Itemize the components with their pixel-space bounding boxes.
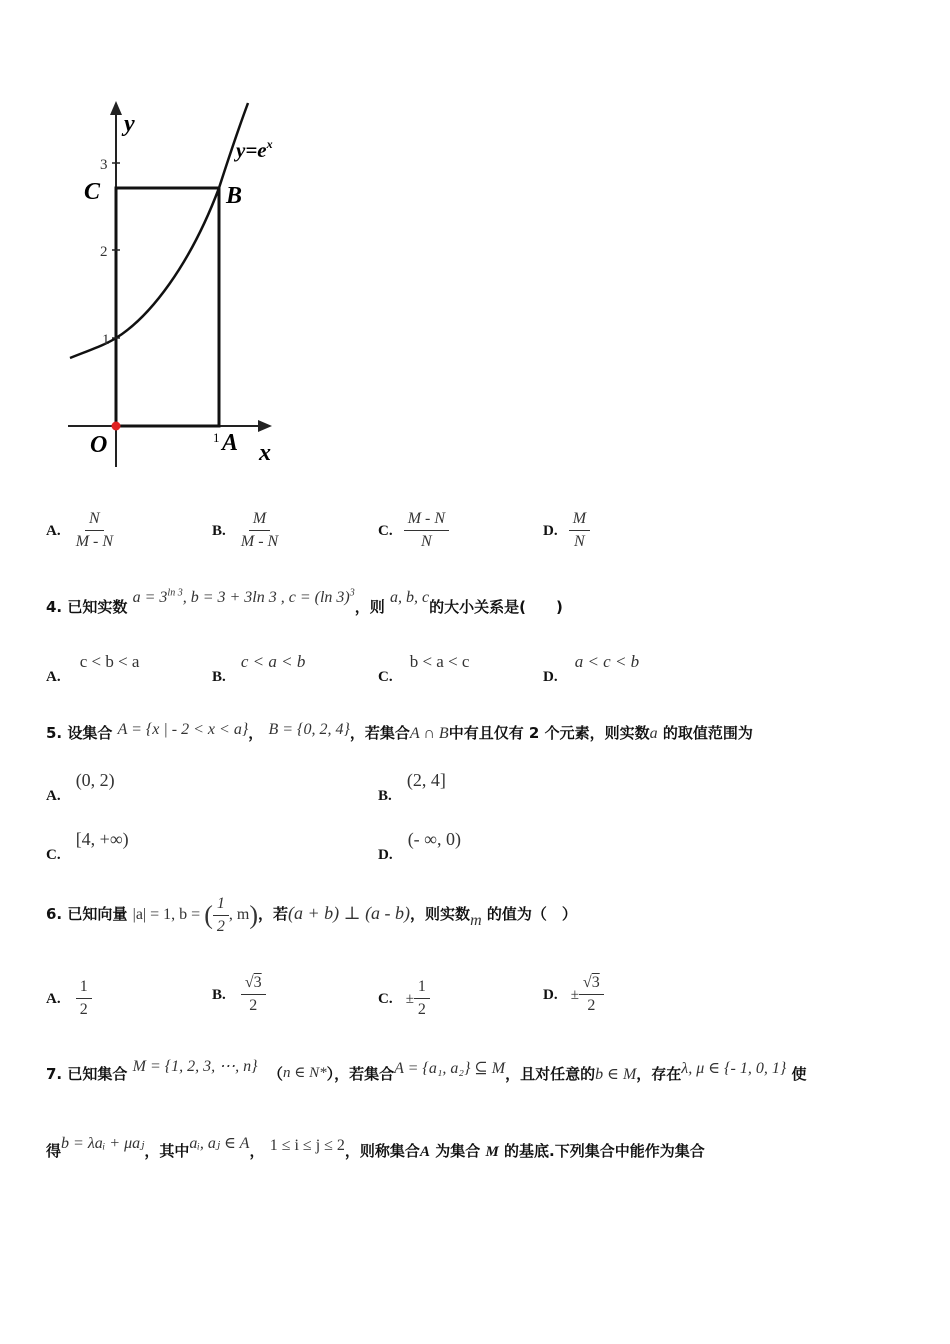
question-7-line-2: 得b = λaᵢ + μaⱼ，其中aᵢ, aⱼ ∈ A， 1 ≤ i ≤ j ≤ 2，则称集合A 为集合 M 的基底.下列集合中能作为集合 [46,1135,705,1160]
point-label-a: A [222,430,239,456]
question-5: 5. 设集合 A = {x | - 2 < x < a}， B = {0, 2, 4}，若集合A ∩ B中有且仅有 2 个元素，则实数a 的取值范围为 [46,721,753,742]
x-tick-1: 1 [213,430,220,445]
option-label: C. [378,523,393,539]
q6-option-c[interactable]: C. ± $\frac{1}{2}$ [378,978,430,1019]
q6-option-b[interactable]: B. $\frac{√3}{2}$ [212,974,266,1015]
option-label: B. [212,523,226,539]
question-7-line-1: 7. 已知集合 M = {1, 2, 3, ⋯, n} （n ∈ N*），若集合A = {a₁, a₂} ⊆ M，且对任意的b ∈ M，存在λ, μ ∈ {- 1, 0, 1} 使 [46,1058,807,1083]
y-tick-2: 2 [100,244,108,260]
q4-option-c[interactable]: C. b < a < c [378,652,470,685]
q5-option-c[interactable]: C. [4, +∞) [46,829,129,863]
exp-curve [70,103,248,358]
point-label-o: O [90,432,108,458]
y-tick-3: 3 [100,157,108,173]
graph-figure [60,95,310,475]
q5-option-d[interactable]: D. (- ∞, 0) [378,829,462,863]
point-label-c: C [84,179,101,205]
q3-option-a[interactable]: A. $\frac{N}{M - N}$ [46,510,114,550]
curve-label: $y=e^x$ [236,137,273,162]
q5-option-a[interactable]: A. (0, 2) [46,770,115,804]
q6-option-d[interactable]: D. ± $\frac{√3}{2}$ [543,974,604,1015]
q4-option-d[interactable]: D. a < c < b [543,652,640,685]
origin-point [112,422,121,431]
q4-option-b[interactable]: B. c < a < b [212,652,306,685]
question-6: 6. 已知向量 |a| = 1, b = ( $\frac{1}{2}$ , m)，若(a + b) ⊥ (a - b)，则实数m 的值为（ ） [46,895,577,935]
option-label: D. [543,523,558,539]
q5-option-b[interactable]: B. (2, 4] [378,770,446,804]
option-label: A. [46,523,61,539]
x-axis-label: x [259,440,271,466]
y-tick-1: 1 [102,332,110,348]
q3-option-b[interactable]: B. $\frac{M}{M - N}$ [212,510,279,550]
x-axis-arrow [258,420,272,432]
q4-option-a[interactable]: A. c < b < a [46,652,140,685]
q3-option-c[interactable]: C. $\frac{M - N}{N}$ [378,510,449,551]
y-axis-label: y [124,111,135,137]
q3-option-d[interactable]: D. $\frac{M}{N}$ [543,510,590,551]
y-axis-arrow [110,101,122,115]
point-label-b: B [226,183,243,209]
question-4: 4. 已知实数 $a = 3^{ln 3}$, b = 3 + 3ln 3 , c = (ln 3)$^3$，则 a, b, c的大小关系是( ) [46,587,563,616]
vector-expr: |a| = 1, b = ( $\frac{1}{2}$ , m) [132,895,258,935]
q6-option-a[interactable]: A. $\frac{1}{2}$ [46,978,92,1019]
